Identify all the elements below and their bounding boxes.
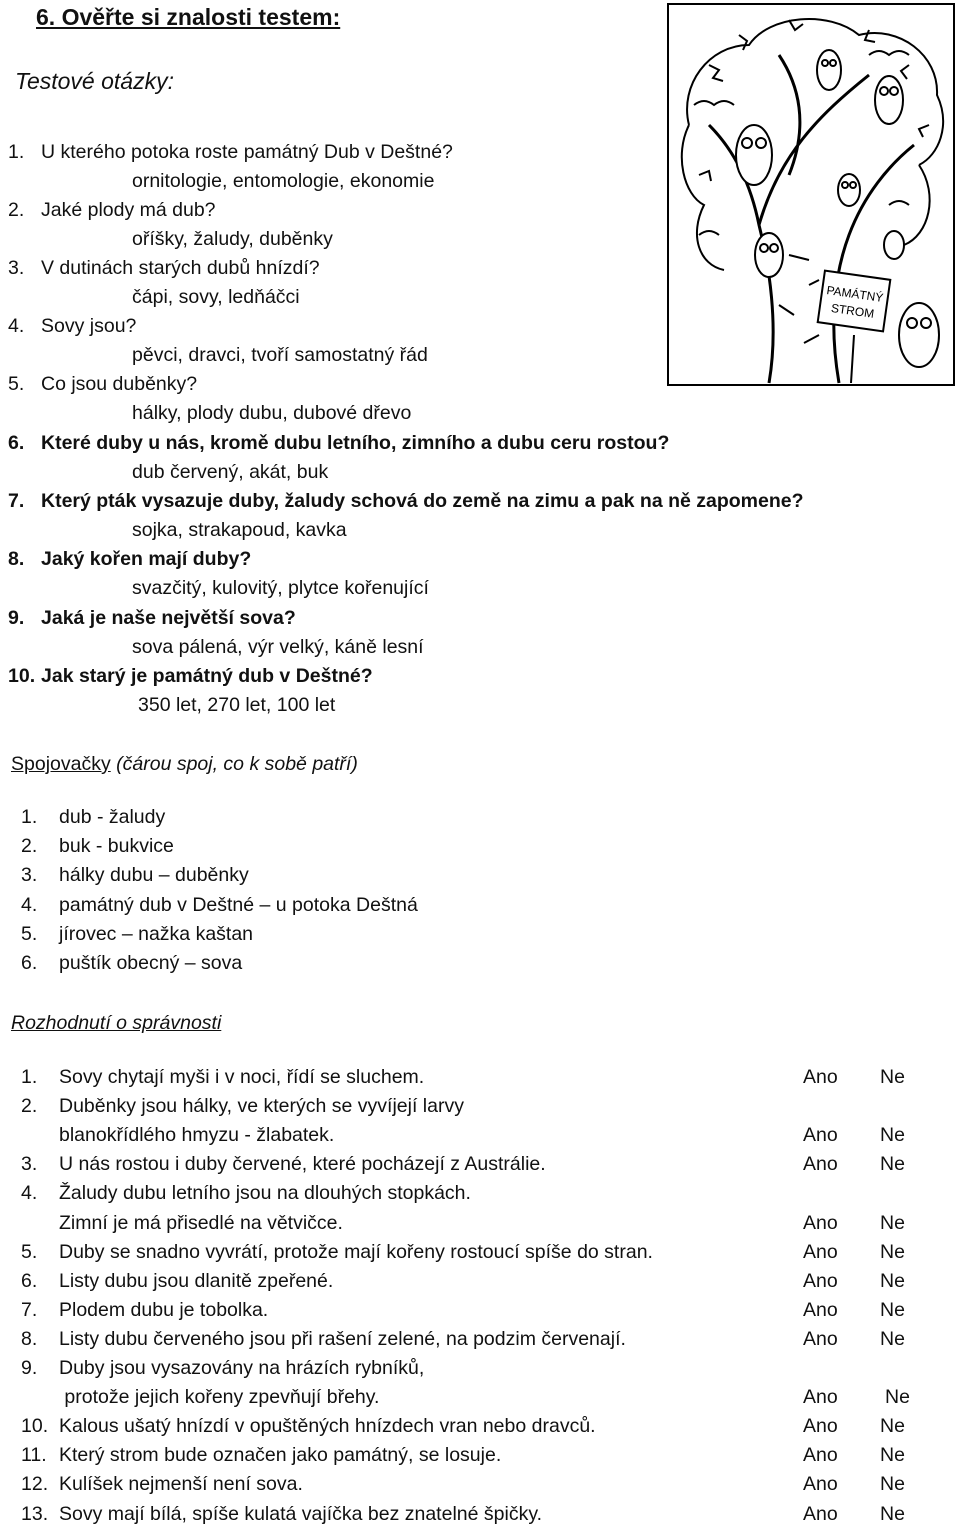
- statement-text: Zimní je má přisedlé na větvičce.: [59, 1211, 343, 1234]
- answer-yes-option[interactable]: Ano: [803, 1153, 838, 1176]
- matching-item: [21, 952, 242, 975]
- matching-text: puštík obecný – sova: [59, 952, 243, 974]
- statement-text: Kalous ušatý hnízdí v opuštěných hnízdech vran nebo dravců.: [59, 1415, 596, 1438]
- question-item: [8, 199, 216, 222]
- question-text: Sovy jsou?: [41, 315, 137, 337]
- statement-line: [21, 1066, 424, 1089]
- answer-yes-option[interactable]: Ano: [803, 1066, 838, 1088]
- answer-yes-option[interactable]: Ano: [803, 1386, 838, 1409]
- answer-options: sova pálená, výr velký, káně lesní: [132, 636, 424, 658]
- question-number: 6.: [8, 432, 25, 454]
- question-text: Co jsou duběnky?: [41, 373, 198, 395]
- question-number: 7.: [8, 490, 25, 512]
- answer-yes-option[interactable]: Ano: [803, 1298, 838, 1321]
- question-item: [8, 607, 296, 630]
- answer-yes-option[interactable]: Ano: [803, 1415, 838, 1438]
- statement-line: [21, 1270, 333, 1293]
- statement-text: protože jejich kořeny zpevňují břehy.: [59, 1386, 380, 1409]
- matching-number: 6.: [21, 952, 38, 974]
- answer-no-option[interactable]: Ne: [880, 1298, 905, 1321]
- answer-yes-option[interactable]: Ano: [803, 1444, 838, 1467]
- statement-number: 3.: [21, 1153, 38, 1176]
- statement-line: [21, 1386, 379, 1409]
- statement-text: Listy dubu červeného jsou při rašení zelené, na podzim červenají.: [59, 1327, 626, 1350]
- question-number: 3.: [8, 257, 25, 279]
- question-text: V dutinách starých dubů hnízdí?: [41, 257, 320, 279]
- question-item: [8, 257, 320, 280]
- sign-text-line2: STROM: [830, 300, 876, 321]
- question-item: [8, 432, 669, 455]
- statement-number: 11.: [21, 1444, 47, 1467]
- question-number: 10.: [8, 665, 36, 687]
- statement-text: Duby se snadno vyvrátí, protože mají kořeny rostoucí spíše do stran.: [59, 1240, 653, 1263]
- question-item: [8, 490, 804, 513]
- test-heading: Testové otázky:: [15, 68, 174, 94]
- matching-item: [21, 894, 418, 917]
- question-number: 2.: [8, 199, 25, 221]
- statement-text: Duběnky jsou hálky, ve kterých se vyvíjejí larvy: [59, 1095, 464, 1118]
- statement-number: 8.: [21, 1327, 38, 1350]
- truefalse-title: Rozhodnutí o správnosti: [11, 1012, 222, 1034]
- answer-options: dub červený, akát, buk: [132, 461, 329, 483]
- statement-text: Duby jsou vysazovány na hrázích rybníků,: [59, 1357, 425, 1379]
- question-text: Jaká je naše největší sova?: [41, 607, 296, 629]
- answer-no-option[interactable]: Ne: [880, 1240, 905, 1263]
- matching-text: dub - žaludy: [59, 806, 166, 828]
- answer-yes-option[interactable]: Ano: [803, 1327, 838, 1350]
- matching-title: Spojovačky: [11, 753, 111, 775]
- matching-item: [21, 864, 249, 887]
- answer-no-option[interactable]: Ne: [880, 1066, 905, 1088]
- question-item: [8, 665, 373, 688]
- question-item: [8, 315, 136, 338]
- question-item: [8, 548, 251, 571]
- owl-tree-illustration: [667, 3, 955, 386]
- matching-number: 4.: [21, 893, 38, 916]
- question-number: 4.: [8, 315, 25, 337]
- question-number: 1.: [8, 141, 25, 163]
- statement-number: 1.: [21, 1066, 38, 1088]
- question-text: Který pták vysazuje duby, žaludy schová do země na zimu a pak na ně zapomene?: [41, 490, 804, 512]
- answer-no-option[interactable]: Ne: [880, 1502, 905, 1525]
- question-text: Které duby u nás, kromě dubu letního, zimního a dubu ceru rostou?: [41, 432, 670, 454]
- question-text: Jak starý je památný dub v Deštné?: [41, 665, 373, 687]
- statement-text: Sovy mají bílá, spíše kulatá vajíčka bez znatelné špičky.: [59, 1502, 543, 1525]
- answer-no-option[interactable]: Ne: [880, 1327, 905, 1350]
- tree-drawing: [669, 5, 953, 384]
- matching-text: buk - bukvice: [59, 835, 174, 858]
- sign-text-line1: PAMÁTNÝ: [825, 283, 885, 305]
- question-text: Jaký kořen mají duby?: [41, 548, 252, 570]
- answer-no-option[interactable]: Ne: [885, 1386, 910, 1409]
- statement-line: [21, 1415, 596, 1438]
- answer-yes-option[interactable]: Ano: [803, 1211, 838, 1234]
- answer-options: ornitologie, entomologie, ekonomie: [132, 170, 435, 192]
- statement-number: 10.: [21, 1415, 49, 1438]
- statement-number: 7.: [21, 1298, 38, 1321]
- answer-options: svazčitý, kulovitý, plytce kořenující: [132, 577, 429, 599]
- matching-item: [21, 835, 174, 858]
- statement-text: Sovy chytají myši i v noci, řídí se sluchem.: [59, 1066, 425, 1088]
- question-number: 8.: [8, 548, 25, 570]
- matching-number: 5.: [21, 922, 38, 945]
- statement-line: [21, 1328, 626, 1351]
- answer-options: pěvci, dravci, tvoří samostatný řád: [132, 344, 428, 366]
- statement-line: [21, 1473, 303, 1496]
- statement-line: [21, 1357, 424, 1380]
- statement-line: [21, 1124, 334, 1147]
- matching-number: 2.: [21, 835, 38, 858]
- answer-no-option[interactable]: Ne: [880, 1444, 905, 1467]
- answer-no-option[interactable]: Ne: [880, 1153, 905, 1176]
- statement-number: 4.: [21, 1182, 38, 1205]
- statement-line: [21, 1503, 542, 1526]
- question-number: 9.: [8, 607, 25, 629]
- matching-heading: [11, 753, 358, 776]
- statement-number: 5.: [21, 1240, 38, 1263]
- statement-text: Žaludy dubu letního jsou na dlouhých stopkách.: [59, 1182, 471, 1205]
- statement-line: [21, 1095, 464, 1118]
- matching-number: 1.: [21, 806, 38, 828]
- matching-text: památný dub v Deštné – u potoka Deštná: [59, 893, 418, 916]
- question-item: [8, 141, 453, 164]
- answer-yes-option[interactable]: Ano: [803, 1473, 838, 1496]
- statement-number: 9.: [21, 1357, 38, 1379]
- answer-no-option[interactable]: Ne: [880, 1415, 905, 1438]
- statement-text: Plodem dubu je tobolka.: [59, 1298, 269, 1321]
- matching-subtitle: (čárou spoj, co k sobě patří): [110, 753, 358, 775]
- question-number: 5.: [8, 373, 25, 395]
- statement-text: blanokřídlého hmyzu - žlabatek.: [59, 1124, 335, 1147]
- answer-options: hálky, plody dubu, dubové dřevo: [132, 402, 412, 424]
- statement-number: 6.: [21, 1269, 38, 1292]
- question-text: Jaké plody má dub?: [41, 199, 216, 221]
- question-text: U kterého potoka roste památný Dub v Deštné?: [41, 141, 453, 163]
- answer-yes-option[interactable]: Ano: [803, 1124, 838, 1147]
- statement-number: 13.: [21, 1502, 49, 1525]
- matching-number: 3.: [21, 864, 38, 887]
- statement-text: Který strom bude označen jako památný, se losuje.: [59, 1444, 502, 1467]
- answer-options: 350 let, 270 let, 100 let: [138, 694, 336, 716]
- matching-text: jírovec – nažka kaštan: [59, 922, 254, 945]
- matching-text: hálky dubu – duběnky: [59, 864, 249, 887]
- answer-yes-option[interactable]: Ano: [803, 1240, 838, 1263]
- answer-no-option[interactable]: Ne: [880, 1124, 905, 1147]
- statement-text: Kulíšek nejmenší není sova.: [59, 1473, 303, 1496]
- matching-item: [21, 923, 253, 946]
- answer-options: sojka, strakapoud, kavka: [132, 519, 347, 541]
- statement-text: U nás rostou i duby červené, které pocházejí z Austrálie.: [59, 1153, 546, 1176]
- answer-no-option[interactable]: Ne: [880, 1211, 905, 1234]
- section-heading: 6. Ověřte si znalosti testem:: [36, 4, 341, 30]
- statement-number: 12.: [21, 1473, 49, 1496]
- answer-no-option[interactable]: Ne: [880, 1473, 905, 1496]
- answer-yes-option[interactable]: Ano: [803, 1269, 838, 1292]
- matching-item: [21, 806, 165, 829]
- statement-line: [21, 1212, 343, 1235]
- answer-options: oříšky, žaludy, duběnky: [132, 228, 333, 250]
- statement-number: 2.: [21, 1095, 38, 1118]
- statement-line: [21, 1444, 501, 1467]
- statement-line: [21, 1241, 653, 1264]
- answer-options: čápi, sovy, ledňáčci: [132, 286, 300, 308]
- statement-text: Listy dubu jsou dlanitě zpeřené.: [59, 1269, 334, 1292]
- statement-line: [21, 1299, 268, 1322]
- answer-yes-option[interactable]: Ano: [803, 1502, 838, 1525]
- statement-line: [21, 1153, 546, 1176]
- statement-line: [21, 1182, 471, 1205]
- truefalse-heading: [11, 1012, 221, 1035]
- question-item: [8, 373, 197, 396]
- answer-no-option[interactable]: Ne: [880, 1269, 905, 1292]
